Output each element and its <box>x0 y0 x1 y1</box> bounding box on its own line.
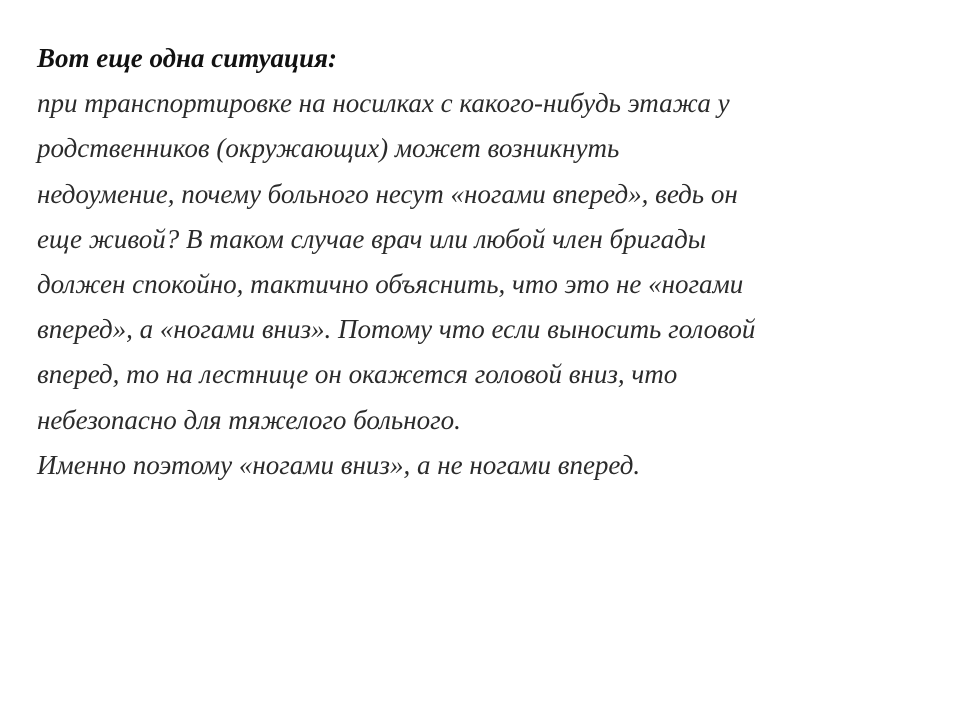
paragraph-line: должен спокойно, тактично объяснить, что это не «ногами <box>37 269 744 300</box>
text-block <box>37 36 917 488</box>
conclusion-line: Именно поэтому «ногами вниз», а не ногами вперед. <box>37 449 641 480</box>
paragraph-line: при транспортировке на носилках с какого-нибудь этажа у <box>37 88 730 119</box>
paragraph-line: вперед, то на лестнице он окажется головой вниз, что <box>37 359 678 390</box>
paragraph-line: родственников (окружающих) может возникнуть <box>37 133 620 164</box>
paragraph-line: вперед», а «ногами вниз». Потому что если выносить головой <box>37 314 756 345</box>
heading: Вот еще одна ситуация: <box>37 43 337 73</box>
paragraph-line: еще живой? В таком случае врач или любой член бригады <box>37 223 707 254</box>
paragraph-line: недоумение, почему больного несут «ногами вперед», ведь он <box>37 178 738 209</box>
paragraph-line: небезопасно для тяжелого больного. <box>37 404 461 435</box>
